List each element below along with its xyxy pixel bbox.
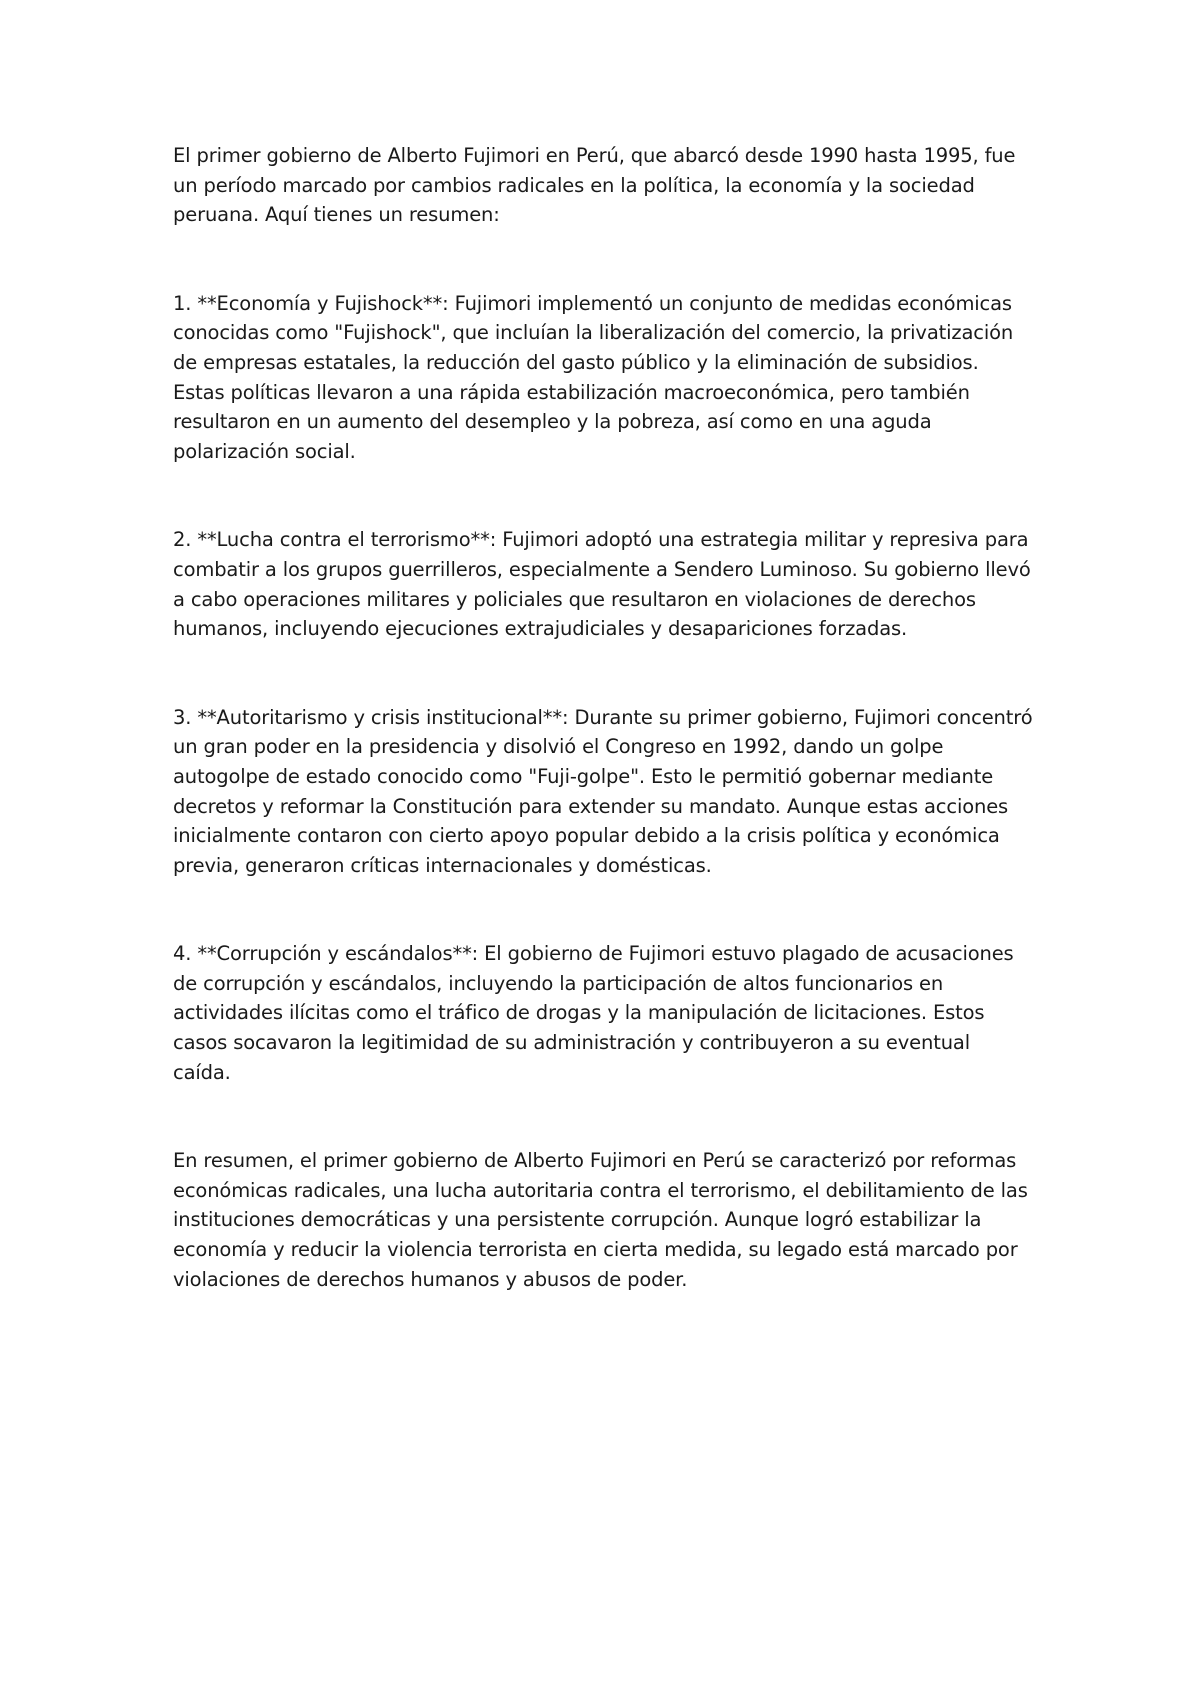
item-terrorismo-paragraph: 2. **Lucha contra el terrorismo**: Fujimori adoptó una estrategia militar y represiva para combatir a los grupos guerrilleros, especialmente a Sendero Luminoso. Su gobierno llevó a cabo operaciones militares y policiales que resultaron en violaciones de derechos humanos, incluyendo ejecuciones extrajudiciales y desapariciones forzadas. (173, 528, 1031, 641)
summary-paragraph: En resumen, el primer gobierno de Alberto Fujimori en Perú se caracterizó por reformas económicas radicales, una lucha autoritaria contra el terrorismo, el debilitamiento de las instituciones democráticas y una persistente corrupción. Aunque logró estabilizar la economía y reducir la violencia terrorista en cierta medida, su legado está marcado por violaciones de derechos humanos y abusos de poder. (173, 1149, 1028, 1291)
document-body (173, 141, 1033, 1294)
intro-paragraph: El primer gobierno de Alberto Fujimori en Perú, que abarcó desde 1990 hasta 1995, fue un período marcado por cambios radicales en la política, la economía y la sociedad peruana. Aquí tienes un resumen: (173, 144, 1016, 227)
item-corrupcion-paragraph: 4. **Corrupción y escándalos**: El gobierno de Fujimori estuvo plagado de acusaciones de corrupción y escándalos, incluyendo la participación de altos funcionarios en actividades ilícitas como el tráfico de drogas y la manipulación de licitaciones. Estos casos socavaron la legitimidad de su administración y contribuyeron a su eventual caída. (173, 942, 1014, 1084)
item-autoritarismo-paragraph: 3. **Autoritarismo y crisis institucional**: Durante su primer gobierno, Fujimori concentró un gran poder en la presidencia y disolvió el Congreso en 1992, dando un golpe autogolpe de estado conocido como "Fuji-golpe". Esto le permitió gobernar mediante decretos y reformar la Constitución para extender su mandato. Aunque estas acciones inicialmente contaron con cierto apoyo popular debido a la crisis política y económica previa, generaron críticas internacionales y domésticas. (173, 705, 1033, 877)
item-economia-paragraph: 1. **Economía y Fujishock**: Fujimori implementó un conjunto de medidas económicas conocidas como "Fujishock", que incluían la liberalización del comercio, la privatización de empresas estatales, la reducción del gasto público y la eliminación de subsidios. Estas políticas llevaron a una rápida estabilización macroeconómica, pero también resultaron en un aumento del desempleo y la pobreza, así como en una aguda polarización social. (173, 291, 1014, 463)
